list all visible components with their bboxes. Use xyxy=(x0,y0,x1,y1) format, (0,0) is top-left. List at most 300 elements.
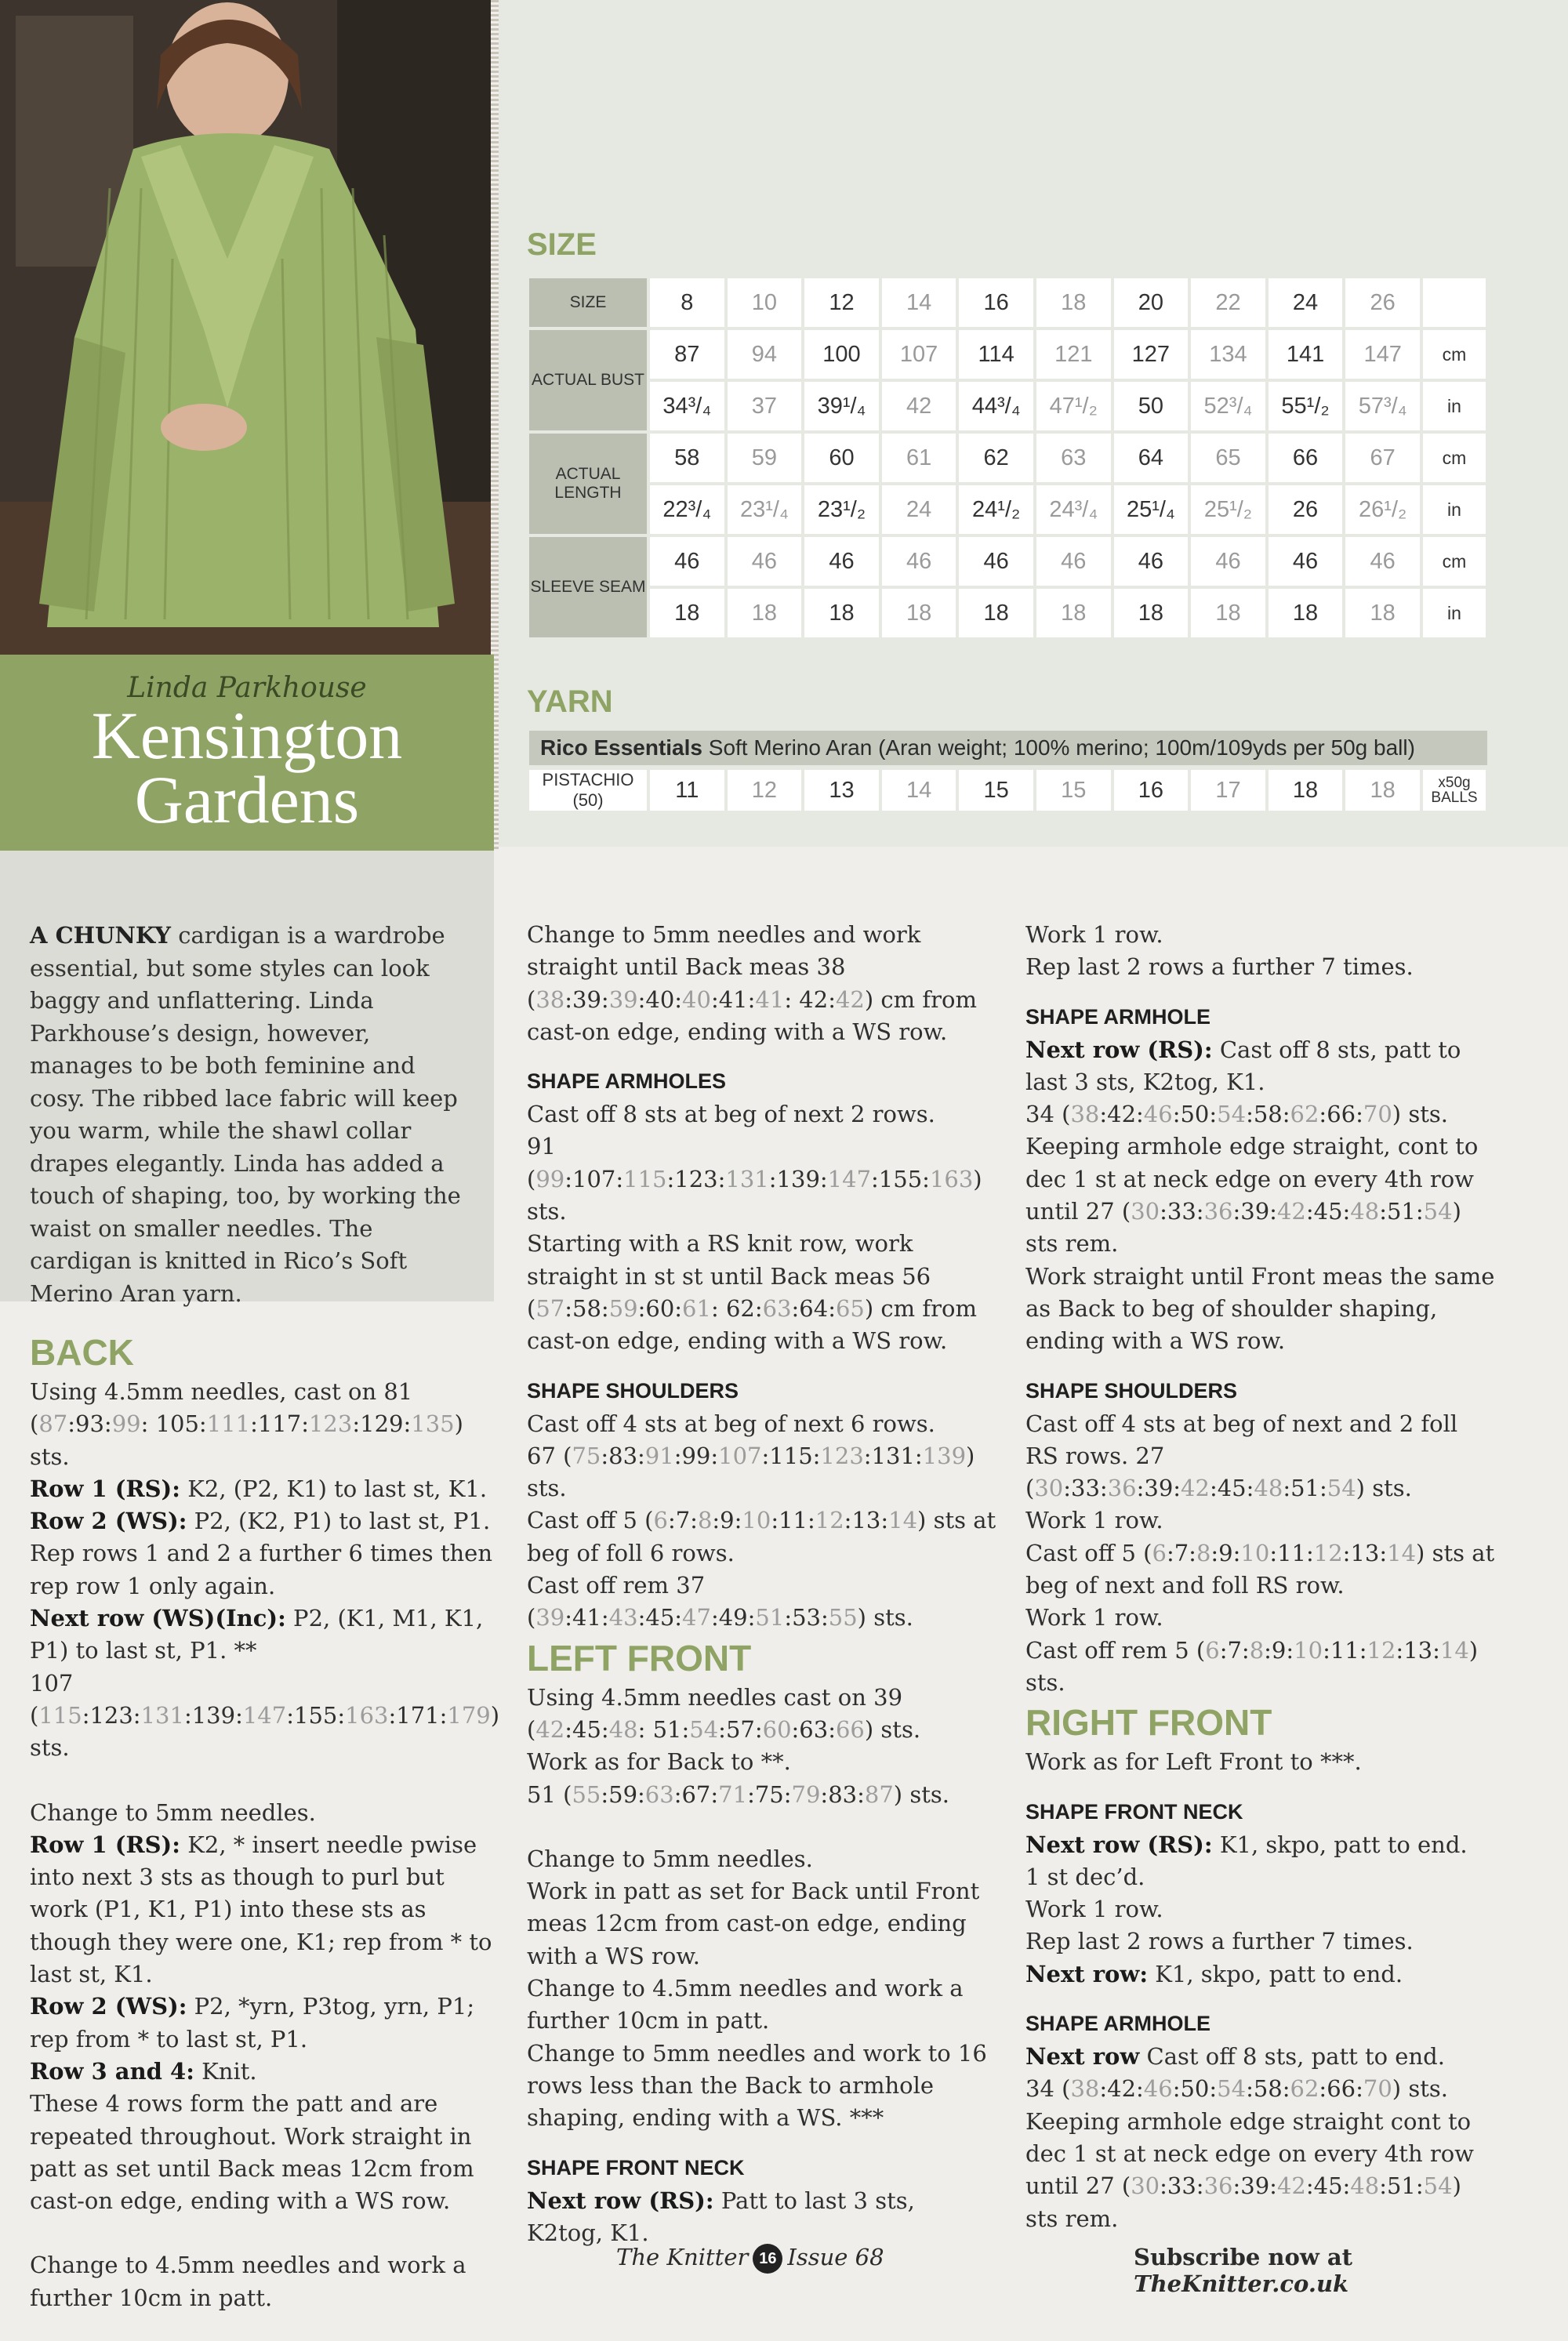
instruction-paragraph xyxy=(30,1829,494,1991)
instruction-paragraph xyxy=(1025,1925,1496,1958)
instruction-text: :57: xyxy=(718,1715,763,1743)
instruction-text: :107: xyxy=(564,1165,624,1192)
instruction-text: :58: xyxy=(1246,1101,1290,1128)
alt-size-value: 39 xyxy=(608,985,638,1013)
measurement-value: 39¹/₄ xyxy=(804,382,879,430)
section-gap xyxy=(1025,1358,1496,1374)
instruction-text: :9: xyxy=(712,1507,742,1534)
alt-size-value: 179 xyxy=(447,1701,491,1729)
yarn-table xyxy=(526,767,1489,814)
instruction-text: Cast off 5 ( xyxy=(527,1507,654,1534)
measurement-value: 64 xyxy=(1114,434,1189,482)
alt-size-value: 65 xyxy=(835,1294,865,1322)
instruction-text: Work as for Back to **. xyxy=(527,1748,791,1776)
instruction-label: Next row (RS): xyxy=(527,2187,714,2214)
measurement-value: 18 xyxy=(1191,589,1265,637)
size-value: 8 xyxy=(650,278,724,327)
footer-subscribe xyxy=(1134,2244,1568,2297)
column-2 xyxy=(527,919,997,2249)
instruction-label: Row 2 (WS): xyxy=(30,1508,187,1535)
instruction-text: Change to 4.5mm needles and work a further 10cm in patt. xyxy=(527,1975,964,2034)
instruction-text: :64: xyxy=(791,1294,836,1322)
alt-size-value: 40 xyxy=(682,985,711,1013)
ball-count: 12 xyxy=(728,770,802,811)
alt-size-value: 38 xyxy=(1070,1101,1100,1128)
size-header-label: SIZE xyxy=(529,278,647,327)
instruction-text: ) sts. xyxy=(857,1604,913,1631)
instruction-label: Row 2 (WS): xyxy=(30,1993,187,2020)
alt-size-value: 38 xyxy=(535,985,565,1013)
instruction-text: :66: xyxy=(1319,2075,1363,2103)
alt-size-value: 55 xyxy=(828,1604,858,1631)
measurement-label: ACTUAL LENGTH xyxy=(529,434,647,534)
instruction-text: ) sts. xyxy=(30,1410,463,1470)
yarn-details: Soft Merino Aran (Aran weight; 100% merino; 100m/109yds per 50g ball) xyxy=(702,735,1415,760)
instruction-text: ) sts. xyxy=(1392,1101,1448,1128)
instruction-paragraph xyxy=(527,1131,997,1228)
instruction-text: :42: xyxy=(1099,2075,1144,2103)
measurement-value: 18 xyxy=(1345,589,1420,637)
instruction-paragraph xyxy=(30,1505,494,1537)
instruction-paragraph xyxy=(527,1779,997,1811)
instruction-text: :75: xyxy=(747,1780,792,1808)
alt-size-value: 55 xyxy=(572,1780,601,1808)
instruction-paragraph xyxy=(1025,1504,1496,1537)
alt-size-value: 115 xyxy=(623,1165,667,1192)
alt-size-value: 54 xyxy=(1423,2172,1453,2200)
instruction-text: :11: xyxy=(1323,1636,1367,1664)
instruction-text: ) sts. xyxy=(527,1165,982,1225)
instruction-paragraph xyxy=(527,1973,997,2038)
measurement-value: 46 xyxy=(882,537,956,586)
alt-size-value: 163 xyxy=(929,1165,974,1192)
instruction-paragraph xyxy=(1025,1131,1496,1260)
alt-size-value: 39 xyxy=(535,1604,565,1631)
instruction-paragraph xyxy=(527,2038,997,2135)
alt-size-value: 63 xyxy=(644,1780,674,1808)
instruction-text: Work 1 row. xyxy=(1025,1604,1163,1631)
alt-size-value: 62 xyxy=(1290,2075,1319,2103)
alt-size-value: 6 xyxy=(1152,1539,1167,1566)
alt-size-value: 48 xyxy=(608,1715,638,1743)
instruction-text: :58: xyxy=(564,1294,609,1322)
measurement-row xyxy=(529,589,1486,637)
model-photo xyxy=(0,0,494,655)
subsection-heading: SHAPE ARMHOLE xyxy=(1025,1004,1211,1029)
instruction-text: Using 4.5mm needles cast on 39 ( xyxy=(527,1683,903,1743)
instruction-paragraph xyxy=(1025,1893,1496,1925)
instruction-text: 107 ( xyxy=(30,1669,74,1729)
alt-size-value: 48 xyxy=(1350,2172,1380,2200)
measurement-value: 61 xyxy=(882,434,956,482)
size-value: 26 xyxy=(1345,278,1420,327)
instruction-paragraph xyxy=(527,1570,997,1635)
instruction-paragraph xyxy=(527,919,997,1048)
instruction-text: :129: xyxy=(352,1410,412,1438)
instruction-text: Cast off 8 sts at beg of next 2 rows. xyxy=(527,1101,935,1128)
ball-count: 15 xyxy=(959,770,1033,811)
alt-size-value: 63 xyxy=(762,1294,792,1322)
instruction-text: Rep last 2 rows a further 7 times. xyxy=(1025,953,1414,981)
instruction-paragraph xyxy=(1025,1861,1496,1893)
alt-size-value: 70 xyxy=(1363,1101,1392,1128)
title-line-1: Kensington xyxy=(91,698,403,773)
instruction-paragraph xyxy=(527,1682,997,1747)
alt-size-value: 43 xyxy=(608,1604,638,1631)
alt-size-value: 135 xyxy=(411,1410,455,1438)
instruction-paragraph xyxy=(527,1098,997,1131)
instruction-text: : 62: xyxy=(710,1294,763,1322)
unit-cell: cm xyxy=(1423,537,1486,586)
alt-size-value: 42 xyxy=(535,1715,565,1743)
measurement-value: 18 xyxy=(959,589,1033,637)
size-value: 20 xyxy=(1114,278,1189,327)
instruction-text: K1, skpo, patt to end. xyxy=(1148,1960,1403,1987)
alt-size-value: 36 xyxy=(1203,2172,1233,2200)
instruction-text: :45: xyxy=(564,1715,609,1743)
alt-size-value: 14 xyxy=(1439,1636,1469,1664)
instruction-text: Keeping armhole edge straight cont to dec 1 st at neck edge on every 4th row until 27 ( xyxy=(1025,2107,1474,2200)
alt-size-value: 66 xyxy=(835,1715,865,1743)
measurement-row xyxy=(529,537,1486,586)
ball-count: 18 xyxy=(1345,770,1420,811)
instruction-paragraph xyxy=(30,2056,494,2088)
instruction-text: :93: xyxy=(67,1410,112,1438)
instruction-text: :67: xyxy=(673,1780,719,1808)
instruction-text: :33: xyxy=(1063,1475,1108,1502)
alt-size-value: 8 xyxy=(1196,1539,1211,1566)
instruction-text: :51: xyxy=(1283,1475,1327,1502)
subsection-heading: SHAPE FRONT NECK xyxy=(527,2155,745,2179)
alt-size-value: 139 xyxy=(922,1442,967,1469)
instruction-text: Cast off 8 sts, patt to end. xyxy=(1139,2043,1445,2071)
instruction-text: :117: xyxy=(250,1410,309,1438)
alt-size-value: 54 xyxy=(1327,1475,1356,1502)
alt-size-value: 60 xyxy=(762,1715,792,1743)
measurement-value: 147 xyxy=(1345,330,1420,379)
instruction-text: Work 1 row. xyxy=(1025,921,1163,948)
subsection-heading: SHAPE ARMHOLES xyxy=(527,1069,727,1094)
alt-size-value: 70 xyxy=(1363,2075,1392,2103)
alt-size-value: 42 xyxy=(835,985,865,1013)
instruction-paragraph xyxy=(30,1797,494,1829)
alt-size-value: 131 xyxy=(725,1165,769,1192)
instruction-text: :66: xyxy=(1319,1101,1363,1128)
instruction-text: Cast off 8 sts, patt to last 3 sts, K2tog, K1. xyxy=(1025,1036,1461,1095)
instruction-paragraph xyxy=(1025,1034,1496,1099)
section-gap xyxy=(527,1048,997,1064)
paragraph-gap xyxy=(30,2217,494,2249)
instruction-text: :7: xyxy=(1166,1539,1196,1566)
alt-size-value: 10 xyxy=(1240,1539,1270,1566)
paragraph-gap xyxy=(30,1765,494,1797)
instruction-text: ) sts at beg of next and foll RS row. xyxy=(1025,1539,1495,1599)
alt-size-value: 57 xyxy=(535,1294,565,1322)
measurement-row xyxy=(529,330,1486,379)
section-gap xyxy=(527,1358,997,1374)
instruction-text: ) sts. xyxy=(527,1442,975,1502)
alt-size-value: 30 xyxy=(1034,1475,1064,1502)
intro-text xyxy=(30,920,469,1310)
ball-count: 16 xyxy=(1114,770,1189,811)
instruction-text: :7: xyxy=(1219,1636,1250,1664)
measurement-row xyxy=(529,485,1486,534)
measurement-value: 46 xyxy=(728,537,802,586)
measurement-value: 57³/₄ xyxy=(1345,382,1420,430)
ball-count: 17 xyxy=(1191,770,1265,811)
measurement-label: SLEEVE SEAM xyxy=(529,537,647,637)
unit-cell: cm xyxy=(1423,434,1486,482)
subsection-heading: SHAPE SHOULDERS xyxy=(1025,1378,1238,1403)
measurement-value: 141 xyxy=(1269,330,1343,379)
instruction-text: :50: xyxy=(1172,2075,1218,2103)
instruction-text: :63: xyxy=(791,1715,836,1743)
instruction-text: :11: xyxy=(771,1507,815,1534)
instruction-text: :53: xyxy=(784,1604,829,1631)
instruction-text: Patt to last 3 sts, K2tog, K1. xyxy=(527,2187,915,2246)
measurement-row xyxy=(529,382,1486,430)
alt-size-value: 12 xyxy=(1367,1636,1396,1664)
alt-size-value: 14 xyxy=(1387,1539,1417,1566)
alt-size-value: 51 xyxy=(755,1604,785,1631)
instruction-paragraph xyxy=(30,1376,494,1473)
measurement-value: 47¹/₂ xyxy=(1036,382,1111,430)
measurement-value: 66 xyxy=(1269,434,1343,482)
alt-size-value: 41 xyxy=(755,985,785,1013)
instruction-label: Next row xyxy=(1025,2043,1140,2071)
measurement-value: 46 xyxy=(650,537,724,586)
alt-size-value: 111 xyxy=(206,1410,251,1438)
instruction-paragraph xyxy=(1025,1537,1496,1602)
alt-size-value: 99 xyxy=(111,1410,141,1438)
alt-size-value: 147 xyxy=(242,1701,287,1729)
instruction-label: Next row (RS): xyxy=(1025,1831,1213,1858)
alt-size-value: 71 xyxy=(718,1780,748,1808)
ball-count: 14 xyxy=(882,770,956,811)
instruction-text: :39: xyxy=(1232,2172,1277,2200)
measurement-value: 46 xyxy=(1191,537,1265,586)
ball-count: 13 xyxy=(804,770,879,811)
measurement-value: 24¹/₂ xyxy=(959,485,1033,534)
measurement-value: 46 xyxy=(1114,537,1189,586)
alt-size-value: 62 xyxy=(1290,1101,1319,1128)
instruction-paragraph xyxy=(527,1875,997,1973)
yarn-unit xyxy=(1423,770,1486,811)
instruction-text: :51: xyxy=(1379,2172,1424,2200)
ball-count: 18 xyxy=(1269,770,1343,811)
instruction-paragraph xyxy=(527,1408,997,1440)
instruction-text: :155: xyxy=(871,1165,930,1192)
instruction-text: ) sts. xyxy=(864,1715,921,1743)
measurement-value: 87 xyxy=(650,330,724,379)
measurement-value: 25¹/₄ xyxy=(1114,485,1189,534)
alt-size-value: 91 xyxy=(644,1442,674,1469)
column-3 xyxy=(1025,919,1496,2235)
instruction-text: These 4 rows form the patt and are repeated throughout. Work straight in patt as set until Back meas 12cm from cast-on edge, ending with a WS row. xyxy=(30,2090,474,2215)
intro-body: cardigan is a wardrobe essential, but some styles can look baggy and unflattering. Linda Parkhouse’s design, however, manages to be both feminine and cosy. The ribbed lace fabric will keep you warm, while the shawl collar drapes elegantly. Linda has added a touch of shaping, too, by working the waist on smaller needles. The cardigan is knitted in Rico’s Soft Merino Aran yarn. xyxy=(30,922,461,1307)
instruction-text: :83: xyxy=(820,1780,865,1808)
measurement-value: 18 xyxy=(1036,589,1111,637)
instruction-paragraph xyxy=(1025,1098,1496,1131)
yarn-description xyxy=(529,731,1487,765)
instruction-text: ) sts. xyxy=(30,1701,500,1762)
instruction-paragraph xyxy=(1025,1958,1496,1991)
instruction-text: :123: xyxy=(666,1165,726,1192)
measurement-value: 18 xyxy=(728,589,802,637)
subsection-heading: SHAPE ARMHOLE xyxy=(1025,2012,1211,2036)
instruction-paragraph xyxy=(30,1602,494,1668)
issue-number: Issue 68 xyxy=(787,2244,884,2270)
alt-size-value: 8 xyxy=(697,1507,713,1534)
measurement-value: 62 xyxy=(959,434,1033,482)
measurement-value: 18 xyxy=(882,589,956,637)
measurement-value: 127 xyxy=(1114,330,1189,379)
instruction-text: ) sts rem. xyxy=(1025,1198,1461,1258)
instruction-text: Work as for Left Front to ***. xyxy=(1025,1748,1362,1776)
alt-size-value: 10 xyxy=(1294,1636,1323,1664)
measurement-value: 107 xyxy=(882,330,956,379)
instruction-paragraph xyxy=(527,2185,997,2250)
instruction-text: :13: xyxy=(1396,1636,1440,1664)
instruction-text: : 105: xyxy=(140,1410,207,1438)
designer-name: Linda Parkhouse xyxy=(127,672,367,704)
instruction-text: ) sts rem. xyxy=(1025,2172,1461,2232)
measurement-value: 59 xyxy=(728,434,802,482)
measurement-value: 67 xyxy=(1345,434,1420,482)
instruction-text: Keeping armhole edge straight, cont to dec 1 st at neck edge on every 4th row until 27 ( xyxy=(1025,1133,1479,1225)
instruction-label: Next row: xyxy=(1025,1960,1149,1987)
title-line-2: Gardens xyxy=(134,762,360,837)
alt-size-value: 12 xyxy=(1313,1539,1343,1566)
instruction-paragraph xyxy=(30,1991,494,2056)
measurement-value: 44³/₄ xyxy=(959,382,1033,430)
instruction-text: :41: xyxy=(710,985,756,1013)
instruction-text: ) sts. xyxy=(893,1780,949,1808)
instruction-paragraph xyxy=(527,1228,997,1357)
instruction-paragraph xyxy=(30,1473,494,1505)
measurement-value: 114 xyxy=(959,330,1033,379)
instruction-text: :11: xyxy=(1269,1539,1314,1566)
instruction-paragraph xyxy=(30,1668,500,1765)
instruction-text: K2, * insert needle pwise into next 3 sts as though to purl but work (P1, K1, P1) into these sts as though they were one, K1; rep from * to last st, K1. xyxy=(30,1831,492,1988)
ball-count: 11 xyxy=(650,770,724,811)
instruction-text: P2, *yrn, P3tog, yrn, P1; rep from * to last st, P1. xyxy=(30,1993,475,2052)
alt-size-value: 123 xyxy=(308,1410,353,1438)
alt-size-value: 131 xyxy=(140,1701,184,1729)
section-gap xyxy=(1025,1991,1496,2006)
instruction-text: :58: xyxy=(1246,2075,1290,2103)
instruction-label: Row 1 (RS): xyxy=(30,1831,180,1858)
instruction-text: 91 ( xyxy=(527,1133,556,1192)
instruction-text: :7: xyxy=(667,1507,698,1534)
instruction-text: :83: xyxy=(601,1442,645,1469)
instruction-text: Starting with a RS knit row, work straight in st st until Back meas 56 ( xyxy=(527,1230,931,1322)
instruction-label: Row 1 (RS): xyxy=(30,1475,180,1502)
yarn-row xyxy=(529,770,1486,811)
instruction-paragraph xyxy=(30,2088,494,2217)
alt-size-value: 163 xyxy=(345,1701,389,1729)
page-number: 16 xyxy=(753,2244,782,2274)
subsection-heading: SHAPE SHOULDERS xyxy=(527,1378,739,1403)
instruction-label: Row 3 and 4: xyxy=(30,2057,194,2085)
yarn-brand: Rico Essentials xyxy=(540,735,702,760)
instruction-paragraph xyxy=(1025,2041,1496,2073)
measurement-value: 18 xyxy=(650,589,724,637)
instruction-text: :155: xyxy=(286,1701,346,1729)
instruction-text: :139: xyxy=(768,1165,828,1192)
alt-size-value: 79 xyxy=(791,1780,821,1808)
alt-size-value: 54 xyxy=(689,1715,719,1743)
section-gap xyxy=(1025,984,1496,1000)
subscribe-link[interactable]: TheKnitter.co.uk xyxy=(1134,2270,1349,2297)
instruction-text: Change to 5mm needles. xyxy=(527,1845,813,1872)
instruction-text: Rep rows 1 and 2 a further 6 times then rep row 1 only again. xyxy=(30,1540,492,1599)
instruction-text: Cast off 4 sts at beg of next 6 rows. xyxy=(527,1410,935,1437)
instruction-paragraph xyxy=(1025,1635,1496,1700)
instruction-paragraph xyxy=(1025,2073,1496,2105)
subsection-heading: SHAPE FRONT NECK xyxy=(1025,1799,1243,1824)
instruction-text: : 51: xyxy=(637,1715,690,1743)
measurement-label: ACTUAL BUST xyxy=(529,330,647,430)
alt-size-value: 6 xyxy=(653,1507,668,1534)
measurement-value: 46 xyxy=(1036,537,1111,586)
alt-size-value: 12 xyxy=(815,1507,844,1534)
instruction-text: :9: xyxy=(1210,1539,1241,1566)
instruction-text: :45: xyxy=(1305,1198,1351,1225)
instruction-text: Cast off 5 ( xyxy=(1025,1539,1152,1566)
column-1 xyxy=(30,1329,500,2314)
measurement-value: 22³/₄ xyxy=(650,485,724,534)
measurement-value: 18 xyxy=(1114,589,1189,637)
size-value: 14 xyxy=(882,278,956,327)
alt-size-value: 42 xyxy=(1276,1198,1306,1225)
alt-size-value: 147 xyxy=(827,1165,872,1192)
title-band xyxy=(0,655,494,851)
instruction-text: Change to 4.5mm needles and work a further 10cm in patt. xyxy=(30,2252,466,2311)
instruction-label: Next row (RS): xyxy=(1025,1036,1213,1063)
instruction-paragraph xyxy=(527,1843,997,1875)
alt-size-value: 123 xyxy=(820,1442,864,1469)
measurement-value: 34³/₄ xyxy=(650,382,724,430)
instruction-label: Next row (WS)(Inc): xyxy=(30,1605,286,1632)
instruction-text: ) sts. xyxy=(1025,1636,1479,1696)
paragraph-gap xyxy=(527,1811,997,1843)
instruction-text: :50: xyxy=(1172,1101,1218,1128)
measurement-value: 24³/₄ xyxy=(1036,485,1111,534)
alt-size-value: 54 xyxy=(1423,1198,1453,1225)
instruction-text: Cast off rem 37 ( xyxy=(527,1572,706,1631)
measurement-value: 100 xyxy=(804,330,879,379)
measurement-value: 58 xyxy=(650,434,724,482)
measurement-value: 42 xyxy=(882,382,956,430)
instruction-paragraph xyxy=(30,1537,494,1602)
instruction-text: :59: xyxy=(601,1780,645,1808)
unit-cell xyxy=(1423,278,1486,327)
alt-size-value: 75 xyxy=(572,1442,601,1469)
measurement-row xyxy=(529,434,1486,482)
alt-size-value: 87 xyxy=(38,1410,68,1438)
instruction-paragraph xyxy=(30,2249,494,2314)
instruction-text: :41: xyxy=(564,1604,609,1631)
yarn-unit-line-1: x50g xyxy=(1438,775,1471,791)
instruction-text: :9: xyxy=(1264,1636,1294,1664)
instruction-text: :39: xyxy=(564,985,609,1013)
measurement-value: 25¹/₂ xyxy=(1191,485,1265,534)
alt-size-value: 115 xyxy=(38,1701,82,1729)
instruction-text: 34 ( xyxy=(1025,2075,1071,2103)
instruction-text: :45: xyxy=(1209,1475,1254,1502)
size-header-row xyxy=(529,278,1486,327)
